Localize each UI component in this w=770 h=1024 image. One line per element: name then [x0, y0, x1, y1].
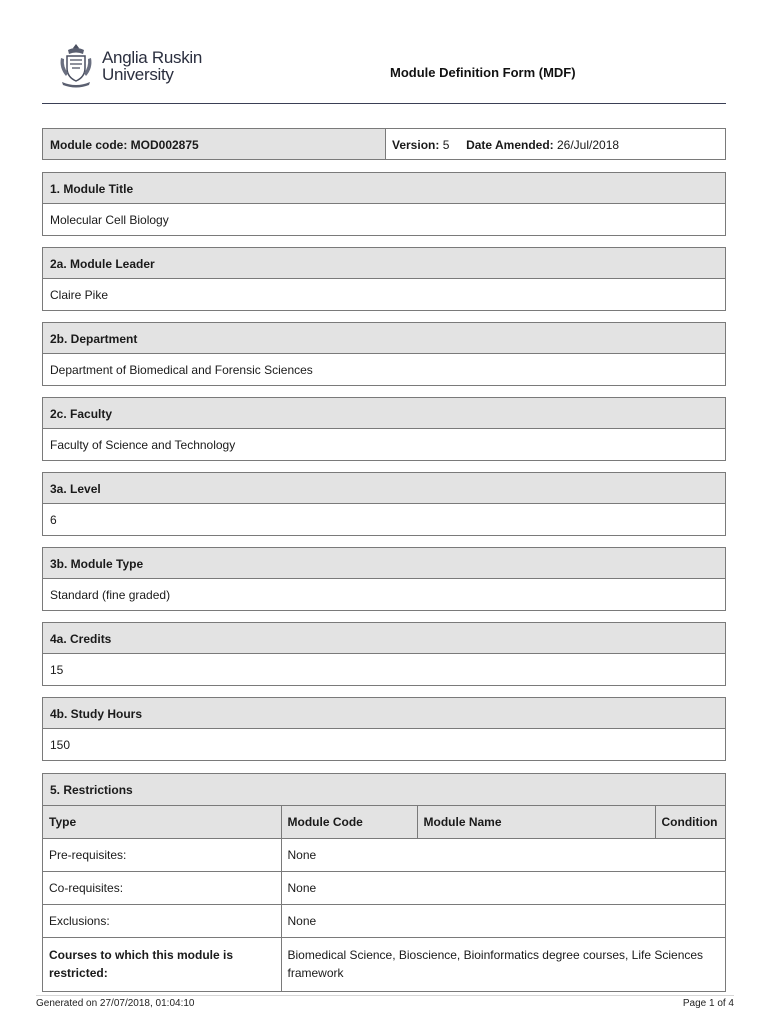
section-heading: 4a. Credits [43, 623, 725, 654]
module-code-row [42, 128, 726, 160]
section-level [42, 472, 726, 536]
table-row [43, 938, 725, 992]
section-heading: 3a. Level [43, 473, 725, 504]
restriction-code: None [281, 872, 725, 905]
section-value: Standard (fine graded) [50, 588, 171, 602]
section-value: Molecular Cell Biology [50, 213, 169, 227]
column-header: Type [43, 806, 281, 839]
courses-value: Biomedical Science, Bioscience, Bioinformatics degree courses, Life Sciences framework [281, 938, 725, 992]
form-title: Module Definition Form (MDF) [390, 65, 576, 80]
section-value: Department of Biomedical and Forensic Sciences [50, 363, 313, 377]
crest-icon [56, 40, 96, 90]
section-heading: 1. Module Title [43, 173, 725, 204]
section-value: Claire Pike [50, 288, 109, 302]
version-label: Version: [392, 138, 440, 152]
section-study-hours [42, 697, 726, 761]
date-amended-value: 26/Jul/2018 [557, 138, 620, 152]
section-heading: 4b. Study Hours [43, 698, 725, 729]
date-amended-label: Date Amended: [466, 138, 554, 152]
column-header: Module Name [417, 806, 655, 839]
section-restrictions [42, 773, 726, 992]
version-info [386, 129, 725, 159]
section-module-type [42, 547, 726, 611]
university-logo [56, 40, 202, 90]
module-code: Module code: MOD002875 [43, 129, 386, 159]
section-faculty [42, 397, 726, 461]
generated-timestamp: Generated on 27/07/2018, 01:04:10 [36, 998, 195, 1009]
page-footer [36, 995, 734, 1009]
version-value: 5 [442, 138, 450, 152]
section-heading: 2c. Faculty [43, 398, 725, 429]
table-row [43, 905, 725, 938]
restriction-code: None [281, 905, 725, 938]
section-heading: 3b. Module Type [43, 548, 725, 579]
table-header-row [43, 806, 725, 839]
section-value: 15 [50, 663, 64, 677]
section-module-title [42, 172, 726, 236]
logo-line-1: Anglia Ruskin [102, 48, 203, 67]
section-module-leader [42, 247, 726, 311]
section-department [42, 322, 726, 386]
logo-wordmark [102, 49, 202, 83]
restrictions-table [43, 806, 725, 991]
section-value: 6 [50, 513, 57, 527]
section-heading: 2a. Module Leader [43, 248, 725, 279]
page-header [42, 38, 726, 104]
restriction-type: Pre-requisites: [43, 839, 281, 872]
logo-line-2: University [102, 65, 174, 84]
section-heading: 5. Restrictions [43, 774, 725, 806]
section-heading: 2b. Department [43, 323, 725, 354]
column-header: Module Code [281, 806, 417, 839]
restriction-code: None [281, 839, 725, 872]
section-credits [42, 622, 726, 686]
section-value: 150 [50, 738, 71, 752]
restriction-type: Co-requisites: [43, 872, 281, 905]
table-row [43, 839, 725, 872]
table-row [43, 872, 725, 905]
column-header: Condition [655, 806, 725, 839]
courses-label: Courses to which this module is restricted: [43, 938, 281, 992]
page-number: Page 1 of 4 [682, 998, 734, 1009]
section-value: Faculty of Science and Technology [50, 438, 236, 452]
restriction-type: Exclusions: [43, 905, 281, 938]
